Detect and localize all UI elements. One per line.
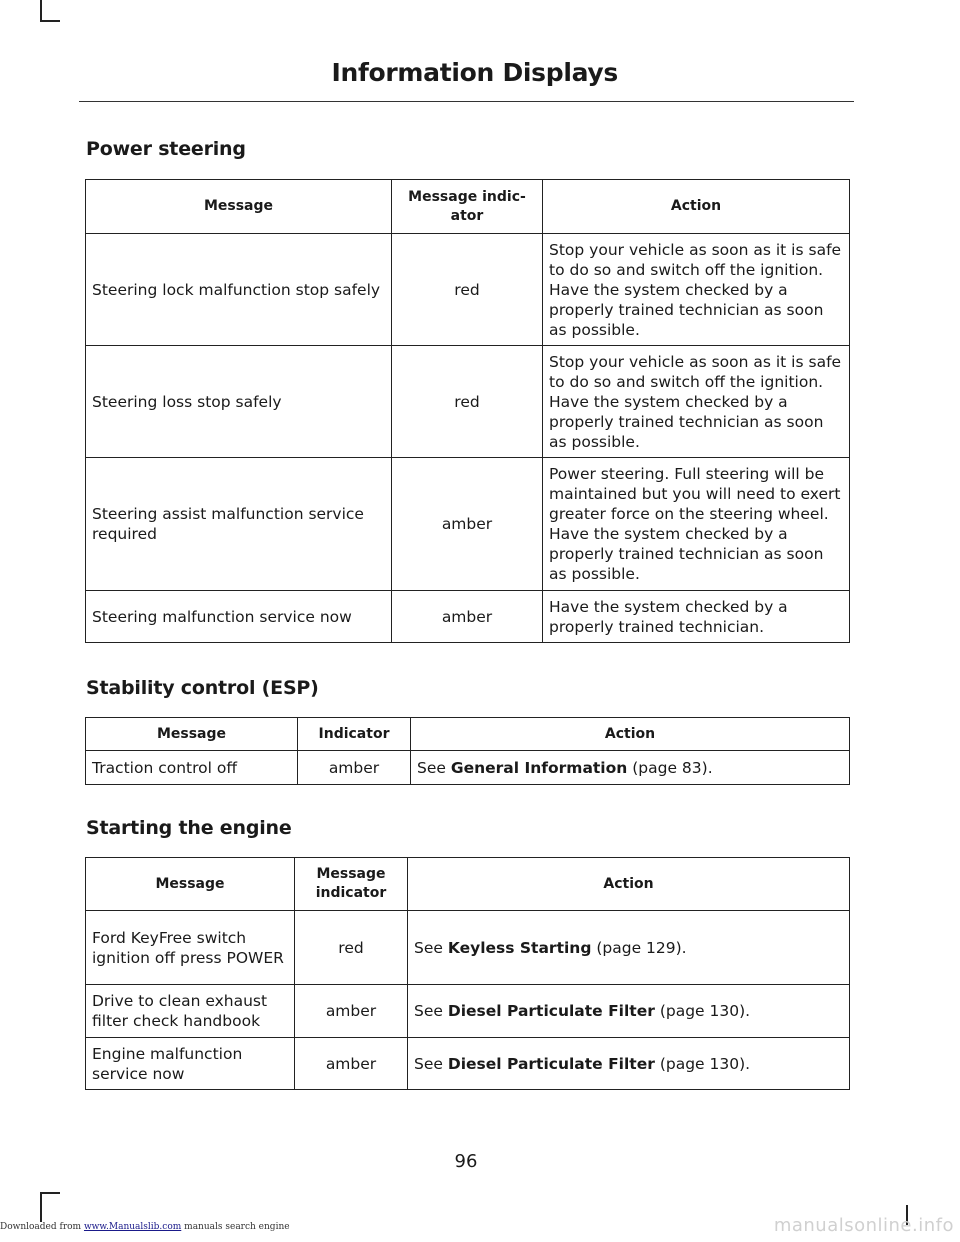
starting-engine-table [85, 857, 850, 1090]
page-reference: (page 130). [659, 1054, 751, 1073]
cross-reference-link[interactable]: General Information [450, 758, 628, 777]
action-prefix: See [414, 1002, 443, 1020]
action-cell [408, 911, 850, 985]
table-row [86, 1038, 850, 1090]
action-cell [408, 1038, 850, 1090]
footer-prefix: Downloaded from [0, 1222, 82, 1232]
header-rule [79, 101, 854, 102]
indicator-cell: amber [392, 458, 543, 591]
power-steering-table [85, 179, 850, 643]
table-row [86, 985, 850, 1038]
indicator-cell: red [295, 911, 408, 985]
message-cell: Steering malfunction service now [86, 591, 392, 643]
indicator-cell: amber [295, 985, 408, 1038]
indicator-cell: amber [392, 591, 543, 643]
message-cell: Traction control off [86, 751, 298, 785]
indicator-cell: amber [295, 1038, 408, 1090]
page-number: 96 [454, 1151, 478, 1172]
action-prefix: See [414, 1054, 443, 1073]
table-row [86, 911, 850, 985]
indicator-cell: red [392, 346, 543, 458]
footer-link[interactable]: www.Manualslib.com [83, 1222, 182, 1232]
message-cell: Drive to clean exhaust filter check handbook [86, 985, 295, 1038]
table-row [86, 346, 850, 458]
section-heading-power-steering: Power steering [86, 138, 246, 160]
cross-reference-link[interactable]: Diesel Particulate Filter [447, 1054, 655, 1073]
crop-mark-top-left-vertical [40, 0, 42, 22]
column-header-action: Action [408, 858, 850, 911]
stability-control-table [85, 717, 850, 785]
action-prefix: See [414, 938, 443, 957]
table-header-row [86, 718, 850, 751]
cross-reference-link[interactable]: Keyless Starting [447, 938, 592, 957]
message-cell: Steering assist malfunction service required [86, 458, 392, 591]
column-header-action: Action [543, 180, 850, 234]
message-cell: Engine malfunction service now [86, 1038, 295, 1090]
crop-mark-top-left-horizontal [40, 20, 60, 22]
page-reference: (page 129). [596, 938, 687, 957]
column-header-message: Message [86, 858, 295, 911]
footer-suffix: manuals search engine [184, 1222, 290, 1232]
crop-mark-bottom-left-vertical [40, 1192, 42, 1222]
column-header-message-indicator [295, 858, 408, 911]
column-header-indicator: Indicator [298, 718, 411, 751]
table-row [86, 234, 850, 346]
cross-reference-link[interactable]: Diesel Particulate Filter [447, 1002, 655, 1020]
table-header-row [86, 180, 850, 234]
header-line-1: Message [316, 866, 386, 882]
column-header-message: Message [86, 180, 392, 234]
section-heading-starting-engine: Starting the engine [86, 817, 292, 839]
crop-mark-bottom-left-horizontal [40, 1192, 60, 1194]
message-cell: Steering loss stop safely [86, 346, 392, 458]
indicator-cell: amber [298, 751, 411, 785]
table-header-row [86, 858, 850, 911]
page-header-title: Information Displays [331, 58, 618, 87]
action-cell [408, 985, 850, 1038]
column-header-message-indicator: Message indic-ator [392, 180, 543, 234]
column-header-action: Action [411, 718, 850, 751]
column-header-message: Message [86, 718, 298, 751]
action-cell: Have the system checked by a properly trained technician. [543, 591, 850, 643]
action-cell: Power steering. Full steering will be maintained but you will need to exert greater force on the steering wheel. Have the system checked by a properly trained technician as soon as possible. [543, 458, 850, 591]
action-cell [411, 751, 850, 785]
section-heading-stability-control: Stability control (ESP) [86, 677, 319, 699]
header-line-2: indicator [315, 885, 387, 901]
footer-watermark: manualsonline.info [773, 1215, 954, 1236]
page-reference: (page 83). [632, 758, 713, 777]
page-reference: (page 130). [659, 1002, 751, 1020]
action-cell: Stop your vehicle as soon as it is safe to do so and switch off the ignition. Have the system checked by a properly trained technician as soon as possible. [543, 346, 850, 458]
table-row [86, 458, 850, 591]
message-cell: Steering lock malfunction stop safely [86, 234, 392, 346]
message-cell: Ford KeyFree switch ignition off press POWER [86, 911, 295, 985]
table-row [86, 591, 850, 643]
footer-download-note [0, 1222, 290, 1232]
action-cell: Stop your vehicle as soon as it is safe to do so and switch off the ignition. Have the system checked by a properly trained technician as soon as possible. [543, 234, 850, 346]
table-row [86, 751, 850, 785]
action-prefix: See [417, 758, 446, 777]
indicator-cell: red [392, 234, 543, 346]
